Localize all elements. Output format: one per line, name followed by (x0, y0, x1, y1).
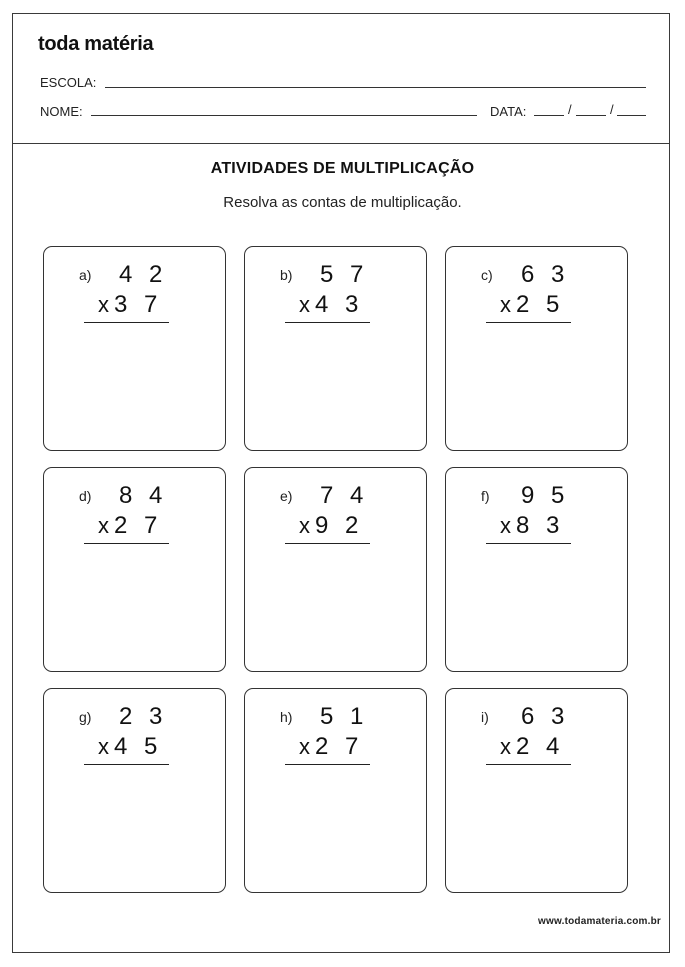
result-line (285, 764, 370, 765)
result-line (486, 322, 571, 323)
multiply-sign: x (98, 734, 114, 759)
result-line (285, 322, 370, 323)
result-line (84, 764, 169, 765)
exercise-label: h) (280, 709, 293, 725)
multiplicand: 4 2 (119, 261, 168, 288)
date-year-field[interactable] (617, 115, 646, 116)
multiplier-row (500, 291, 564, 319)
exercise-card[interactable] (445, 467, 628, 672)
multiply-sign: x (98, 513, 114, 538)
multiplicand: 8 4 (119, 482, 168, 509)
multiplier: 2 4 (516, 733, 565, 760)
name-field[interactable] (91, 115, 477, 116)
exercise-label: d) (79, 488, 92, 504)
multiplier: 4 3 (315, 291, 364, 318)
multiply-sign: x (98, 292, 114, 317)
multiplier: 2 7 (114, 512, 163, 539)
page-title: ATIVIDADES DE MULTIPLICAÇÃO (210, 160, 475, 177)
multiply-sign: x (500, 513, 516, 538)
multiply-sign: x (299, 292, 315, 317)
exercise-card[interactable] (43, 688, 226, 893)
exercise-label: c) (481, 267, 493, 283)
multiplier: 2 5 (516, 291, 565, 318)
multiplicand: 5 7 (320, 261, 369, 288)
exercise-card[interactable] (244, 688, 427, 893)
result-line (84, 322, 169, 323)
multiply-sign: x (500, 292, 516, 317)
multiplier-row (98, 291, 162, 319)
header (13, 14, 669, 144)
multiplicand: 7 4 (320, 482, 369, 509)
multiplicand: 2 3 (119, 703, 168, 730)
multiply-sign: x (299, 513, 315, 538)
date-slash: / (610, 102, 614, 117)
date-label: DATA: (490, 104, 527, 119)
exercise-label: i) (481, 709, 489, 725)
date-day-field[interactable] (534, 115, 564, 116)
result-line (84, 543, 169, 544)
name-label: NOME: (40, 104, 83, 119)
exercise-label: g) (79, 709, 92, 725)
exercise-card[interactable] (445, 246, 628, 451)
result-line (285, 543, 370, 544)
multiplier-row (98, 512, 162, 540)
multiplier-row (299, 512, 363, 540)
footer-url[interactable]: www.todamateria.com.br (538, 916, 661, 927)
exercise-card[interactable] (43, 467, 226, 672)
multiplier-row (500, 512, 564, 540)
school-label: ESCOLA: (40, 75, 97, 90)
result-line (486, 543, 571, 544)
exercise-label: f) (481, 488, 490, 504)
multiplier-row (299, 291, 363, 319)
school-field[interactable] (105, 87, 646, 88)
multiplier: 4 5 (114, 733, 163, 760)
multiplicand: 9 5 (521, 482, 570, 509)
multiplicand: 5 1 (320, 703, 369, 730)
multiplier-row (500, 733, 564, 761)
multiplier: 3 7 (114, 291, 163, 318)
result-line (486, 764, 571, 765)
multiplier: 9 2 (315, 512, 364, 539)
exercise-card[interactable] (244, 246, 427, 451)
exercise-card[interactable] (445, 688, 628, 893)
multiplicand: 6 3 (521, 703, 570, 730)
multiply-sign: x (500, 734, 516, 759)
multiply-sign: x (299, 734, 315, 759)
logo: toda matéria (38, 33, 154, 55)
instructions: Resolva as contas de multiplicação. (223, 194, 462, 211)
exercise-card[interactable] (43, 246, 226, 451)
multiplier-row (98, 733, 162, 761)
multiplier: 8 3 (516, 512, 565, 539)
date-month-field[interactable] (576, 115, 606, 116)
multiplier-row (299, 733, 363, 761)
exercise-label: a) (79, 267, 92, 283)
multiplier: 2 7 (315, 733, 364, 760)
exercise-label: b) (280, 267, 293, 283)
date-slash: / (568, 102, 572, 117)
multiplicand: 6 3 (521, 261, 570, 288)
exercise-label: e) (280, 488, 293, 504)
exercise-card[interactable] (244, 467, 427, 672)
